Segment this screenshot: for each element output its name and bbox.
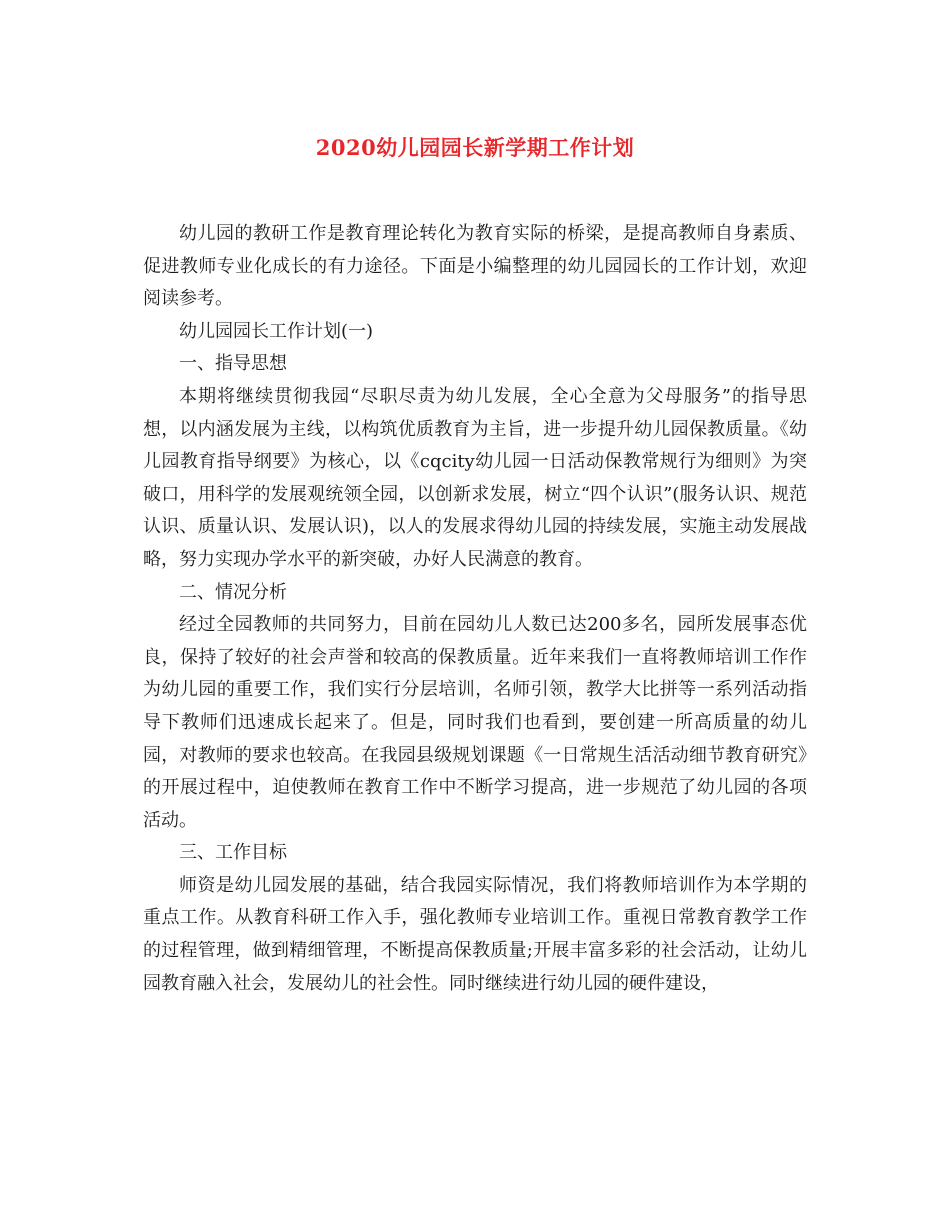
situation-analysis-paragraph: 经过全园教师的共同努力，目前在园幼儿人数已达200多名，园所发展事态优良，保持了较好的社会声誉和较高的保教质量。近年来我们一直将教师培训工作作为幼儿园的重要工作，我们实行分层培训，名师引领，教学大比拼等一系列活动指导下教师们迅速成长起来了。但是，同时我们也看到，要创建一所高质量的幼儿园，对教师的要求也较高。在我园县级规划课题《一日常规生活活动细节教育研究》的开展过程中，迫使教师在教育工作中不断学习提高，进一步规范了幼儿园的各项活动。 (143, 614, 807, 831)
section-heading-guiding-thought: 一、指导思想 (179, 353, 287, 375)
work-goals-paragraph: 师资是幼儿园发展的基础，结合我园实际情况，我们将教师培训作为本学期的重点工作。从教育科研工作入手，强化教师专业培训工作。重视日常教育教学工作的过程管理，做到精细管理，不断提高保教质量;开展丰富多彩的社会活动，让幼儿园教育融入社会，发展幼儿的社会性。同时继续进行幼儿园的硬件建设， (143, 874, 807, 994)
guiding-thought-paragraph: 本期将继续贯彻我园“尽职尽责为幼儿发展，全心全意为父母服务”的指导思想，以内涵发展为主线，以构筑优质教育为主旨，进一步提升幼儿园保教质量。《幼儿园教育指导纲要》为核心，以《cqcity幼儿园一日活动保教常规行为细则》为突破口，用科学的发展观统领全园，以创新求发展，树立“四个认识”(服务认识、规范认识、质量认识、发展认识)，以人的发展求得幼儿园的持续发展，实施主动发展战略，努力实现办学水平的新突破，办好人民满意的教育。 (143, 385, 807, 570)
document-title: 2020幼儿园园长新学期工作计划 (315, 135, 635, 160)
section-heading-plan-one: 幼儿园园长工作计划(一) (179, 320, 374, 342)
intro-paragraph: 幼儿园的教研工作是教育理论转化为教育实际的桥梁，是提高教师自身素质、促进教师专业化成长的有力途径。下面是小编整理的幼儿园园长的工作计划，欢迎阅读参考。 (143, 223, 807, 310)
document-body (143, 218, 807, 1000)
section-heading-work-goals: 三、工作目标 (179, 842, 287, 864)
section-heading-situation-analysis: 二、情况分析 (179, 581, 287, 603)
